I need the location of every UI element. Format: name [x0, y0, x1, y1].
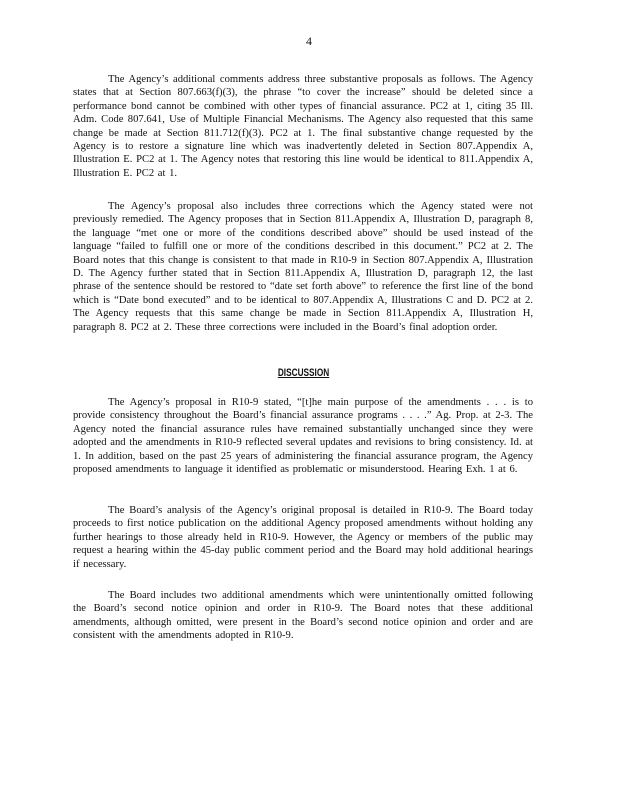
- section-heading-text: DISCUSSION: [277, 367, 330, 379]
- section-heading-discussion: [68, 367, 550, 380]
- paragraph-board-analysis: The Board’s analysis of the Agency’s original proposal is detailed in R10-9. The Board today proceeds to first notice publication on the additional Agency proposed amendments without holding any further hearings to those already held in R10-9. However, the Agency or members of the public may request a hearing within the 45-day public comment period and the Board may hold additional hearings if necessary.: [73, 505, 533, 570]
- page-number: 4: [306, 34, 312, 48]
- paragraph-agency-additional-comments: The Agency’s additional comments address three substantive proposals as follows. The Agency states that at Section 807.663(f)(3), the phrase “to cover the increase” should be deleted since a performance bond cannot be combined with other types of financial assurance. PC2 at 1, citing 35 Ill. Adm. Code 807.641, Use of Multiple Financial Mechanisms. The Agency also requested that this same change be made at Section 811.712(f)(3). PC2 at 1. The final substantive change requested by the Agency is to restore a signature line which was inadvertently deleted in Section 807.Appendix A, Illustration E. PC2 at 1. The Agency notes that restoring this line would be identical to 811.Appendix A, Illustration E. PC2 at 1.: [73, 74, 533, 179]
- paragraph-agency-corrections: The Agency’s proposal also includes three corrections which the Agency stated were not previously remedied. The Agency proposes that in Section 811.Appendix A, Illustration D, paragraph 8, the language “met one or more of the conditions described above” should be used instead of the language “failed to fulfill one or more of the conditions described in this document.” PC2 at 2. The Board notes that this change is consistent to that made in R10-9 in Section 807.Appendix A, Illustration D. The Agency further stated that in Section 811.Appendix A, Illustration D, paragraph 12, the last phrase of the sentence should be restored to “date set forth above” to reference the first line of the bond which is “Date bond executed” and to be identical to 807.Appendix A, Illustrations C and D. PC2 at 2. The Agency requests that this same change be made in Section 811.Appendix A, Illustration H, paragraph 8. PC2 at 2. These three corrections were included in the Board’s final adoption order.: [73, 201, 533, 333]
- paragraph-additional-amendments: The Board includes two additional amendments which were unintentionally omitted following the Board’s second notice opinion and order in R10-9. The Board notes that these additional amendments, although omitted, were present in the Board’s second notice opinion and order and are consistent with the amendments adopted in R10-9.: [73, 590, 533, 642]
- paragraph-proposal-purpose: The Agency’s proposal in R10-9 stated, “[t]he main purpose of the amendments . . . is to provide consistency throughout the Board’s financial assurance programs . . . .” Ag. Prop. at 2-3. The Agency noted the financial assurance rules have remained substantially unchanged since they were adopted and the amendments in R10-9 reflected several updates and revisions to bring consistency. Id. at 1. In addition, based on the past 25 years of administering the financial assurance program, the Agency proposed amendments to language it identified as problematic or misunderstood. Hearing Exh. 1 at 6.: [73, 397, 533, 476]
